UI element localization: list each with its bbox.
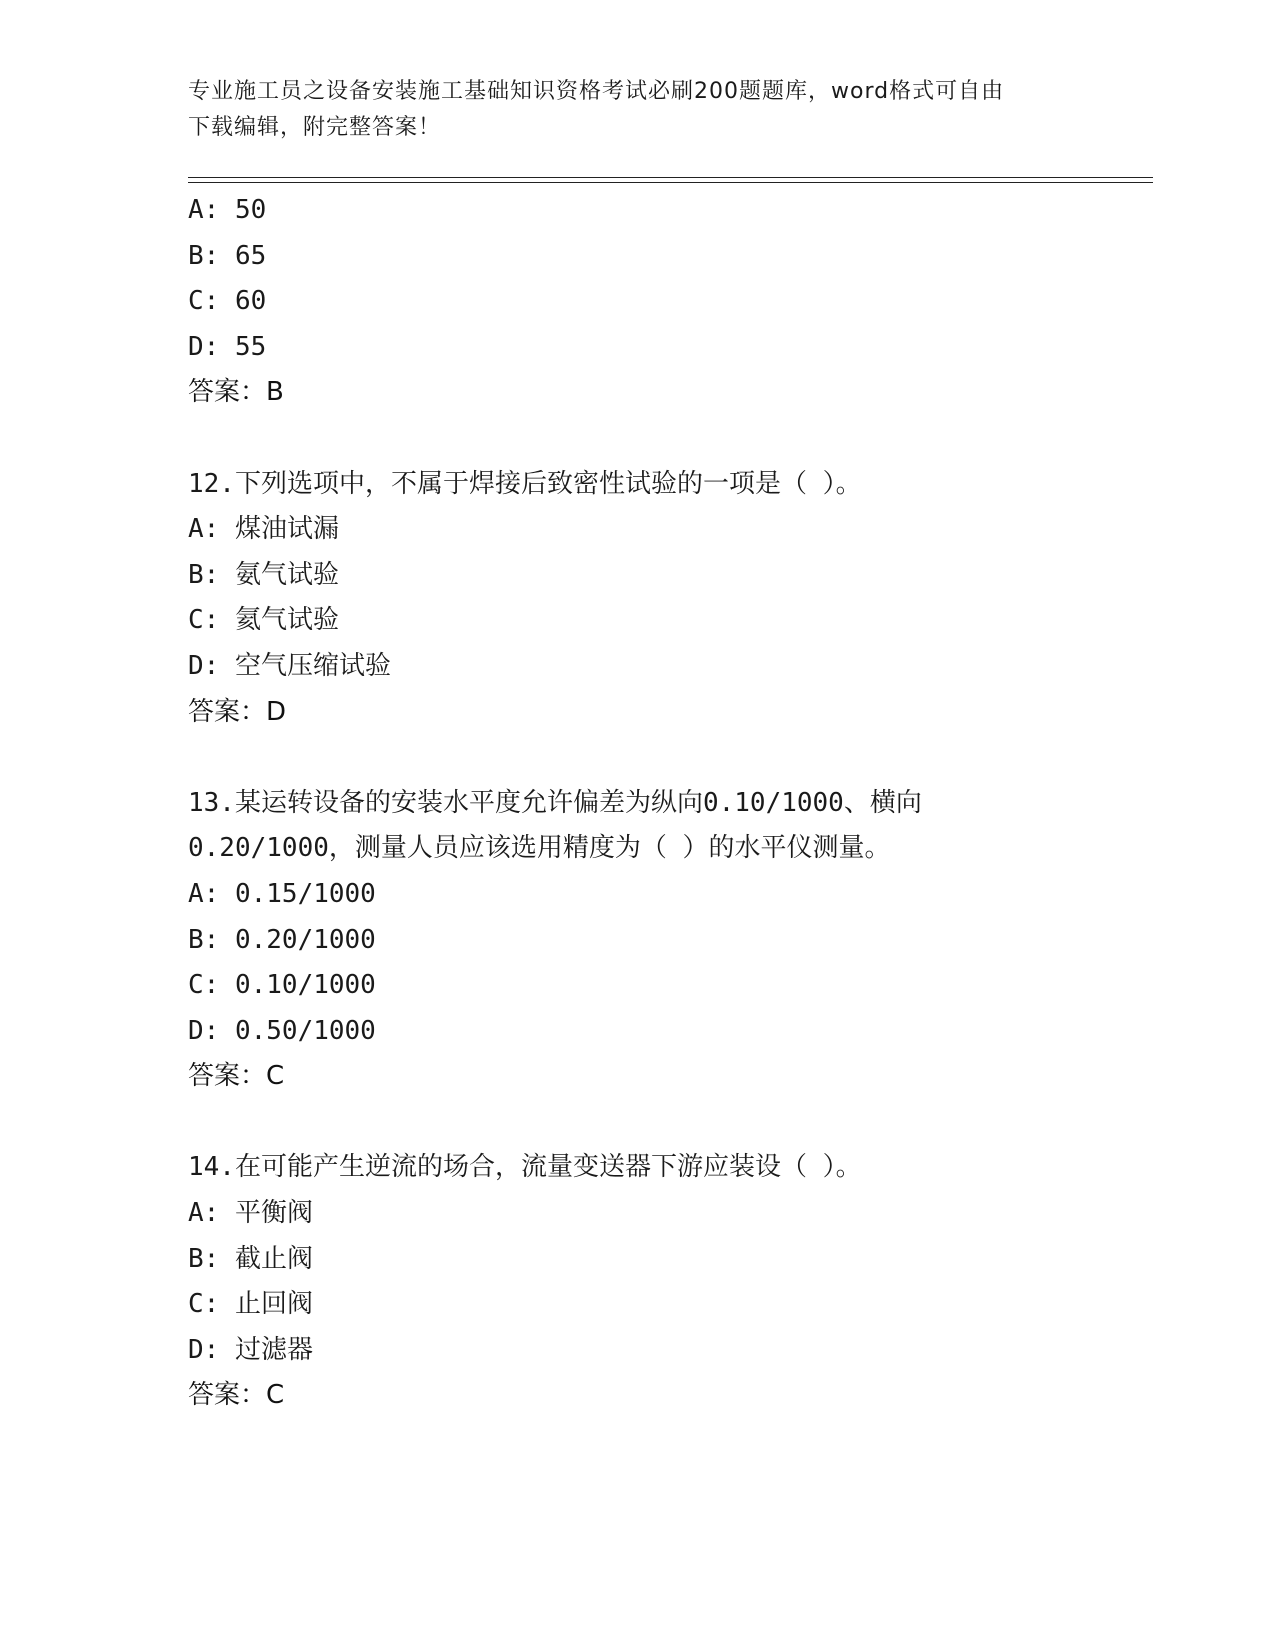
question-text: 14.在可能产生逆流的场合，流量变送器下游应装设（ ）。 <box>188 1152 862 1183</box>
question-text-line-2: 0.20/1000，测量人员应该选用精度为（ ）的水平仪测量。 <box>188 833 891 864</box>
option-d: D: 0.50/1000 <box>188 1015 376 1046</box>
option-c: C: 60 <box>188 286 267 317</box>
question-14 <box>188 1145 1153 1419</box>
question-text: 12.下列选项中，不属于焊接后致密性试验的一项是（ ）。 <box>188 468 862 499</box>
option-d: D: 55 <box>188 331 267 362</box>
question-12 <box>188 462 1153 736</box>
question-text-line-1: 13.某运转设备的安装水平度允许偏差为纵向0.10/1000、横向 <box>188 787 922 818</box>
option-b: B: 0.20/1000 <box>188 924 376 955</box>
answer: 答案：B <box>188 377 284 408</box>
header-divider-top <box>188 177 1153 178</box>
spacer <box>188 1100 1153 1146</box>
option-a: A: 平衡阀 <box>188 1198 313 1229</box>
option-b: B: 65 <box>188 240 267 271</box>
option-d: D: 过滤器 <box>188 1334 313 1365</box>
option-a: A: 0.15/1000 <box>188 878 376 909</box>
option-c: C: 止回阀 <box>188 1289 313 1320</box>
question-13 <box>188 781 1153 1100</box>
option-c: C: 0.10/1000 <box>188 970 376 1001</box>
question-11 <box>188 188 1153 416</box>
option-d: D: 空气压缩试验 <box>188 650 391 681</box>
option-a: A: 煤油试漏 <box>188 514 339 545</box>
spacer <box>188 735 1153 781</box>
answer: 答案：C <box>188 1380 285 1411</box>
question-list <box>188 188 1153 1419</box>
header-divider-bottom <box>188 182 1153 183</box>
header-line-2: 下载编辑，附完整答案！ <box>188 115 442 140</box>
option-b: B: 氨气试验 <box>188 559 339 590</box>
option-c: C: 氦气试验 <box>188 605 339 636</box>
document-header <box>188 74 1088 146</box>
header-line-1: 专业施工员之设备安装施工基础知识资格考试必刷200题题库，word格式可自由 <box>188 79 1005 104</box>
option-a: A: 50 <box>188 195 267 225</box>
option-b: B: 截止阀 <box>188 1243 313 1274</box>
spacer <box>188 416 1153 462</box>
answer: 答案：C <box>188 1061 285 1092</box>
answer: 答案：D <box>188 696 287 727</box>
